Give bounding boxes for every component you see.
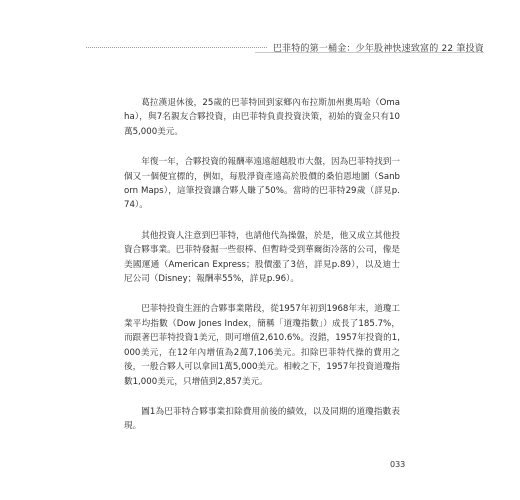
paragraph: 其他投資人注意到巴菲特，也請他代為操盤，於是，他又成立其他投資合夥事業。巴菲特發掘一些很棒、但暫時受到華爾街冷落的公司，像是美國運通（American Express；股價漲了3倍，詳見p.89），以及迪士尼公司（Disney；報酬率55%，詳見p.96）。 [124,230,400,285]
header-title: 巴菲特的第一桶金：少年股神快速致富的 22 筆投資 [272,43,484,54]
paragraph: 圖1為巴菲特合夥事業扣除費用前後的績效，以及同期的道瓊指數表現。 [124,406,400,432]
header-dotted-rule [86,47,267,48]
body-text [124,96,400,450]
header-underline [255,52,484,53]
paragraph: 年復一年，合夥投資的報酬率遠遠超越股市大盤，因為巴菲特找到一個又一個便宜標的，例如，每股淨資產遠高於股價的桑伯恩地圖（Sanborn Maps），這筆投資讓合夥人賺了50%。當時的巴菲特29歲（詳見p.74）。 [124,157,400,211]
paragraph: 葛拉漢退休後，25歲的巴菲特回到家鄉內布拉斯加州奧馬哈（Omaha），與7名親友合夥投資，由巴菲特負責投資決策，初始的資金只有10萬5,000美元。 [124,98,400,137]
paragraph: 巴菲特投資生涯的合夥事業階段，從1957年初到1968年末，道瓊工業平均指數（Dow Jones Index，簡稱「道瓊指數」）成長了185.7%，而跟著巴菲特投資1美元，則可增值2,610.6%。沒錯，1957年投資的1,000美元，在12年內增值為2萬7,106美元。扣除巴菲特代操的費用之後，一般合夥人可以拿回1萬5,000美元。相較之下，1957年投資道瓊指數1,000美元，只增值到2,857美元。 [124,304,400,387]
page-number: 033 [390,460,406,469]
